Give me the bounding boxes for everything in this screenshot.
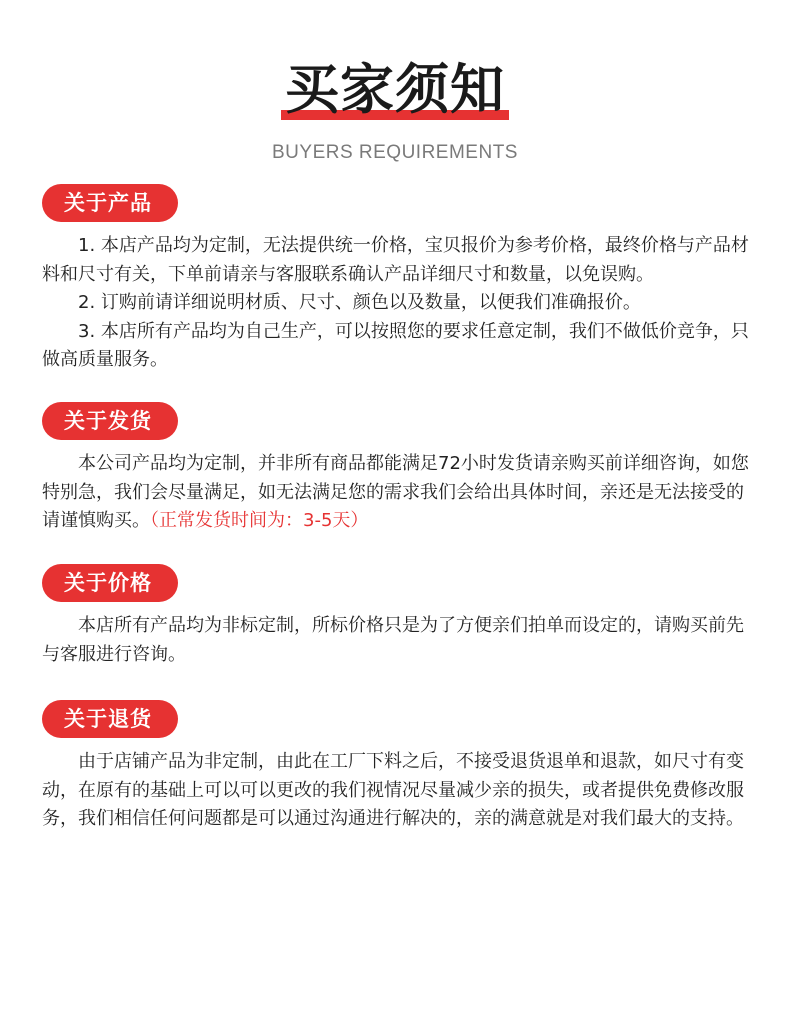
section-shipping bbox=[42, 402, 758, 536]
paragraph: 3. 本店所有产品均为自己生产，可以按照您的要求任意定制，我们不做低价竞争，只做高质量服务。 bbox=[42, 320, 749, 370]
paragraph: 由于店铺产品为非定制，由此在工厂下料之后，不接受退货退单和退款，如尺寸有变动，在原有的基础上可以可以更改的我们视情况尽量减少亲的损失，或者提供免费修改服务，我们相信任何问题都是可以通过沟通进行解决的，亲的满意就是对我们最大的支持。 bbox=[42, 751, 744, 829]
title-block bbox=[0, 58, 790, 122]
section-product bbox=[42, 184, 758, 375]
paragraph-text: 本公司产品均为定制，并非所有商品都能满足72小时发货请亲购买前详细咨询，如您特别急，我们会尽量满足，如无法满足您的需求我们会给出具体时间，亲还是无法接受的请谨慎购买。 bbox=[42, 453, 749, 531]
section-body-return bbox=[42, 748, 758, 834]
page-title-text: 买家须知 bbox=[285, 58, 505, 121]
section-badge-price: 关于价格 bbox=[42, 564, 178, 602]
section-return bbox=[42, 700, 758, 834]
paragraph bbox=[42, 450, 758, 536]
shipping-time-note: （正常发货时间为：3-5天） bbox=[150, 510, 369, 531]
section-badge-return: 关于退货 bbox=[42, 700, 178, 738]
section-body-price bbox=[42, 612, 758, 669]
section-badge-product: 关于产品 bbox=[42, 184, 178, 222]
paragraph: 本店所有产品均为非标定制，所标价格只是为了方便亲们拍单而设定的，请购买前先与客服进行咨询。 bbox=[42, 615, 744, 665]
section-body-shipping bbox=[42, 450, 758, 536]
section-body-product bbox=[42, 232, 758, 375]
paragraph: 2. 订购前请详细说明材质、尺寸、颜色以及数量，以便我们准确报价。 bbox=[78, 292, 641, 313]
page-subtitle: BUYERS REQUIREMENTS bbox=[272, 142, 518, 163]
section-badge-shipping: 关于发货 bbox=[42, 402, 178, 440]
page-title bbox=[285, 58, 505, 122]
paragraph: 1. 本店产品均为定制，无法提供统一价格，宝贝报价为参考价格，最终价格与产品材料和尺寸有关，下单前请亲与客服联系确认产品详细尺寸和数量，以免误购。 bbox=[42, 235, 749, 285]
section-price bbox=[42, 564, 758, 669]
